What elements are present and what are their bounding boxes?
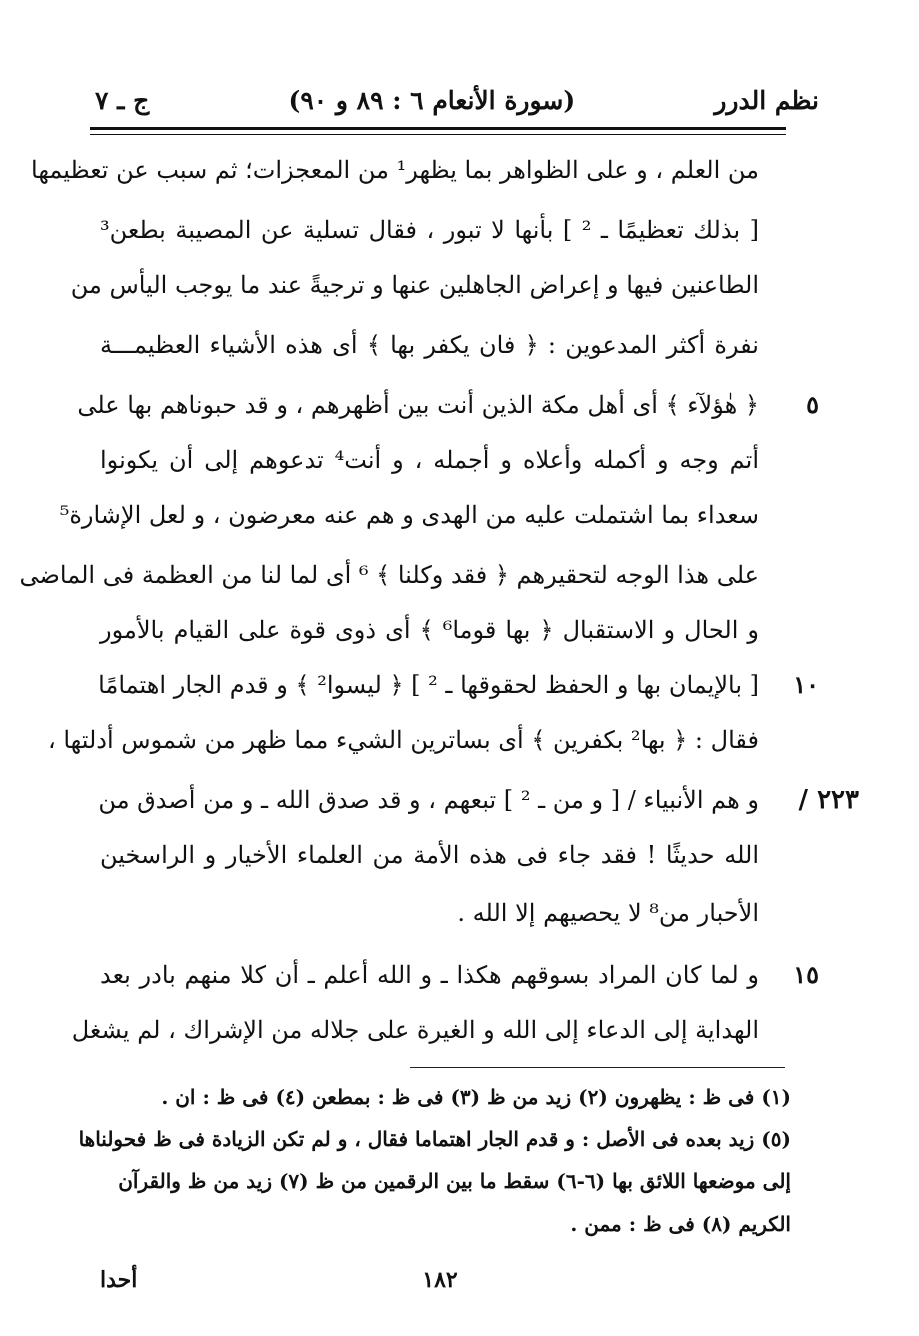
text-line: [ بالإيمان بها و الحفظ لحقوقها ـ ² ] ﴿ ليسوا² ﴾ و قدم الجار اهتمامًا <box>98 671 759 699</box>
text-line: الطاعنين فيها و إعراض الجاهلين عنها و ترجيةً عند ما يوجب اليأس من <box>70 271 759 299</box>
text-line: فقال : ﴿ بها² بكفرين ﴾ أى بساترين الشيء مما ظهر من شموس أدلتها ، <box>47 726 759 754</box>
text-line: أتم وجه و أكمله وأعلاه و أجمله ، و أنت⁴ تدعوهم إلى أن يكونوا <box>100 446 759 474</box>
running-header <box>95 78 819 122</box>
text-line: الله حديثًا ! فقد جاء فى هذه الأمة من العلماء الأخيار و الراسخين <box>100 841 759 869</box>
text-line: و هم الأنبياء / [ و من ـ ² ] تبعهم ، و قد صدق الله ـ و من أصدق من <box>98 786 759 814</box>
text-line: و الحال و الاستقبال ﴿ بها قوما⁶ ﴾ أى ذوى قوة على القيام بالأمور <box>100 616 759 644</box>
text-line: من العلم ، و على الظواهر بما يظهر¹ من المعجزات؛ ثم سبب عن تعظيمها <box>31 156 759 184</box>
catchword: أحدا <box>100 1267 138 1293</box>
text-line: و لما كان المراد بسوقهم هكذا ـ و الله أعلم ـ أن كلا منهم بادر بعد <box>100 961 759 989</box>
volume-number: ج ـ ٧ <box>95 85 150 115</box>
line-number: ٥ <box>806 390 819 419</box>
text-line: الأحبار من⁸ لا يحصيهم إلا الله . <box>457 899 759 927</box>
footnote-separator <box>410 1067 785 1068</box>
text-line: سعداء بما اشتملت عليه من الهدى و هم عنه معرضون ، و لعل الإشارة⁵ <box>59 501 759 529</box>
footnote-line: (١) فى ظ : يظهرون (٢) زيد من ظ (٣) فى ظ : بمطعن (٤) فى ظ : ان . <box>161 1085 791 1109</box>
text-line: الهداية إلى الدعاء إلى الله و الغيرة على جلاله من الإشراك ، لم يشغل <box>71 1016 759 1044</box>
surah-reference: (سورة الأنعام ٦ : ٨٩ و ٩٠) <box>288 85 576 115</box>
header-rule-thick <box>90 127 786 130</box>
manuscript-page-reference: ٢٢٣ / <box>798 785 859 815</box>
text-line: ﴿ هٰؤلآء ﴾ أى أهل مكة الذين أنت بين أظهرهم ، و قد حبوناهم بها على <box>77 391 759 419</box>
footnote-line: الكريم (٨) فى ظ : ممن . <box>570 1212 791 1236</box>
text-line: نفرة أكثر المدعوين : ﴿ فان يكفر بها ﴾ أى هذه الأشياء العظيمـــة <box>100 331 759 359</box>
footnote-line: (٥) زيد بعده فى الأصل : و قدم الجار اهتماما فقال ، و لم تكن الزيادة فى ظ فحولناها <box>78 1127 791 1151</box>
line-number: ١٥ <box>793 960 819 989</box>
text-line: على هذا الوجه لتحقيرهم ﴿ فقد وكلنا ﴾ ⁶ أى لما لنا من العظمة فى الماضى <box>19 561 759 589</box>
book-title: نظم الدرر <box>714 85 819 115</box>
header-rule-thin <box>90 134 786 135</box>
footnote-line: إلى موضعها اللائق بها (٦-٦) سقط ما بين الرقمين من ظ (٧) زيد من ظ والقرآن <box>118 1169 791 1193</box>
line-number: ١٠ <box>793 670 819 699</box>
text-line: [ بذلك تعظيمًا ـ ² ] بأنها لا تبور ، فقال تسلية عن المصيبة بطعن³ <box>100 216 759 244</box>
page-number: ١٨٢ <box>422 1267 458 1293</box>
